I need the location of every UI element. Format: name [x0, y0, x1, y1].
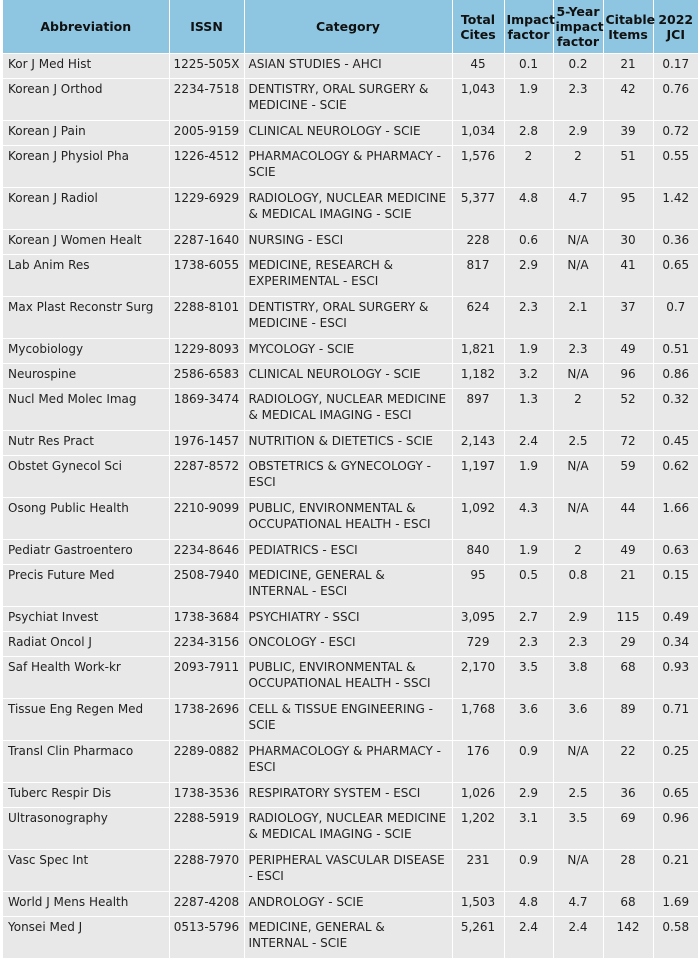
cell-category: OBSTETRICS & GYNECOLOGY - ESCI — [244, 456, 452, 498]
table-row — [3, 188, 698, 230]
cell-abbreviation: Yonsei Med J — [3, 917, 169, 959]
cell-impact-factor: 2.8 — [504, 121, 553, 146]
cell-jci: 0.96 — [653, 808, 698, 850]
cell-five-year-impact-factor: N/A — [553, 364, 603, 389]
cell-jci: 0.71 — [653, 699, 698, 741]
journal-table-container — [3, 0, 698, 959]
cell-impact-factor: 2.3 — [504, 297, 553, 339]
cell-impact-factor: 1.9 — [504, 456, 553, 498]
table-row — [3, 54, 698, 79]
cell-citable-items: 29 — [603, 632, 653, 657]
cell-citable-items: 28 — [603, 850, 653, 892]
cell-issn: 1225-505X — [169, 54, 244, 79]
cell-citable-items: 49 — [603, 339, 653, 364]
cell-five-year-impact-factor: 3.8 — [553, 657, 603, 699]
cell-impact-factor: 4.8 — [504, 188, 553, 230]
cell-jci: 0.49 — [653, 607, 698, 632]
cell-total-cites: 1,821 — [452, 339, 504, 364]
cell-abbreviation: Saf Health Work-kr — [3, 657, 169, 699]
cell-issn: 2289-0882 — [169, 741, 244, 783]
cell-abbreviation: Osong Public Health — [3, 498, 169, 540]
cell-total-cites: 45 — [452, 54, 504, 79]
cell-issn: 2234-3156 — [169, 632, 244, 657]
header-citable-items: Citable Items — [603, 0, 653, 54]
cell-citable-items: 96 — [603, 364, 653, 389]
header-abbreviation: Abbreviation — [3, 0, 169, 54]
cell-issn: 2210-9099 — [169, 498, 244, 540]
cell-impact-factor: 2.9 — [504, 783, 553, 808]
table-row — [3, 699, 698, 741]
cell-impact-factor: 4.8 — [504, 892, 553, 917]
table-row — [3, 917, 698, 959]
cell-total-cites: 1,503 — [452, 892, 504, 917]
cell-abbreviation: World J Mens Health — [3, 892, 169, 917]
cell-category: NURSING - ESCI — [244, 230, 452, 255]
cell-impact-factor: 2.3 — [504, 632, 553, 657]
cell-category: RADIOLOGY, NUCLEAR MEDICINE & MEDICAL IMAGING - SCIE — [244, 188, 452, 230]
cell-five-year-impact-factor: N/A — [553, 850, 603, 892]
cell-issn: 2234-7518 — [169, 79, 244, 121]
cell-category: CELL & TISSUE ENGINEERING - SCIE — [244, 699, 452, 741]
cell-total-cites: 176 — [452, 741, 504, 783]
cell-five-year-impact-factor: 2.9 — [553, 607, 603, 632]
cell-citable-items: 89 — [603, 699, 653, 741]
cell-total-cites: 95 — [452, 565, 504, 607]
cell-abbreviation: Transl Clin Pharmaco — [3, 741, 169, 783]
header-issn: ISSN — [169, 0, 244, 54]
cell-category: RADIOLOGY, NUCLEAR MEDICINE & MEDICAL IMAGING - ESCI — [244, 389, 452, 431]
cell-jci: 0.17 — [653, 54, 698, 79]
cell-citable-items: 51 — [603, 146, 653, 188]
cell-five-year-impact-factor: 4.7 — [553, 188, 603, 230]
cell-issn: 1976-1457 — [169, 431, 244, 456]
journal-metrics-table — [3, 0, 698, 959]
cell-citable-items: 115 — [603, 607, 653, 632]
cell-five-year-impact-factor: 2.5 — [553, 431, 603, 456]
cell-category: MEDICINE, GENERAL & INTERNAL - SCIE — [244, 917, 452, 959]
cell-jci: 0.34 — [653, 632, 698, 657]
cell-abbreviation: Ultrasonography — [3, 808, 169, 850]
cell-five-year-impact-factor: 2 — [553, 146, 603, 188]
cell-five-year-impact-factor: 3.6 — [553, 699, 603, 741]
cell-citable-items: 37 — [603, 297, 653, 339]
table-body — [3, 54, 698, 959]
cell-total-cites: 5,377 — [452, 188, 504, 230]
cell-abbreviation: Korean J Radiol — [3, 188, 169, 230]
cell-citable-items: 21 — [603, 54, 653, 79]
cell-impact-factor: 3.6 — [504, 699, 553, 741]
cell-five-year-impact-factor: N/A — [553, 741, 603, 783]
cell-impact-factor: 0.5 — [504, 565, 553, 607]
cell-impact-factor: 1.3 — [504, 389, 553, 431]
cell-category: MYCOLOGY - SCIE — [244, 339, 452, 364]
table-row — [3, 339, 698, 364]
cell-total-cites: 5,261 — [452, 917, 504, 959]
cell-five-year-impact-factor: 2.4 — [553, 917, 603, 959]
cell-total-cites: 2,143 — [452, 431, 504, 456]
table-row — [3, 297, 698, 339]
cell-total-cites: 729 — [452, 632, 504, 657]
cell-impact-factor: 4.3 — [504, 498, 553, 540]
cell-issn: 2287-1640 — [169, 230, 244, 255]
cell-total-cites: 624 — [452, 297, 504, 339]
cell-total-cites: 231 — [452, 850, 504, 892]
cell-abbreviation: Radiat Oncol J — [3, 632, 169, 657]
cell-category: PERIPHERAL VASCULAR DISEASE - ESCI — [244, 850, 452, 892]
cell-jci: 0.51 — [653, 339, 698, 364]
cell-impact-factor: 1.9 — [504, 339, 553, 364]
cell-category: MEDICINE, RESEARCH & EXPERIMENTAL - ESCI — [244, 255, 452, 297]
table-row — [3, 255, 698, 297]
cell-jci: 0.62 — [653, 456, 698, 498]
cell-category: NUTRITION & DIETETICS - SCIE — [244, 431, 452, 456]
cell-issn: 2234-8646 — [169, 540, 244, 565]
table-row — [3, 808, 698, 850]
table-row — [3, 741, 698, 783]
cell-category: PHARMACOLOGY & PHARMACY - ESCI — [244, 741, 452, 783]
cell-issn: 2288-8101 — [169, 297, 244, 339]
header-total-cites: Total Cites — [452, 0, 504, 54]
table-row — [3, 456, 698, 498]
cell-jci: 0.32 — [653, 389, 698, 431]
cell-total-cites: 1,026 — [452, 783, 504, 808]
cell-impact-factor: 3.2 — [504, 364, 553, 389]
cell-citable-items: 68 — [603, 657, 653, 699]
cell-total-cites: 2,170 — [452, 657, 504, 699]
cell-impact-factor: 0.9 — [504, 741, 553, 783]
cell-five-year-impact-factor: 2.9 — [553, 121, 603, 146]
cell-total-cites: 897 — [452, 389, 504, 431]
header-row — [3, 0, 698, 54]
cell-total-cites: 1,034 — [452, 121, 504, 146]
cell-citable-items: 49 — [603, 540, 653, 565]
cell-citable-items: 41 — [603, 255, 653, 297]
cell-issn: 1229-6929 — [169, 188, 244, 230]
cell-citable-items: 39 — [603, 121, 653, 146]
cell-total-cites: 1,182 — [452, 364, 504, 389]
cell-issn: 2005-9159 — [169, 121, 244, 146]
table-row — [3, 783, 698, 808]
cell-citable-items: 52 — [603, 389, 653, 431]
cell-citable-items: 72 — [603, 431, 653, 456]
cell-five-year-impact-factor: 2.3 — [553, 79, 603, 121]
cell-total-cites: 228 — [452, 230, 504, 255]
table-row — [3, 498, 698, 540]
cell-five-year-impact-factor: N/A — [553, 498, 603, 540]
cell-five-year-impact-factor: 2.1 — [553, 297, 603, 339]
cell-impact-factor: 2.7 — [504, 607, 553, 632]
cell-abbreviation: Korean J Women Healt — [3, 230, 169, 255]
cell-jci: 0.15 — [653, 565, 698, 607]
cell-category: MEDICINE, GENERAL & INTERNAL - ESCI — [244, 565, 452, 607]
cell-citable-items: 68 — [603, 892, 653, 917]
cell-five-year-impact-factor: 0.8 — [553, 565, 603, 607]
cell-five-year-impact-factor: 2 — [553, 540, 603, 565]
table-row — [3, 632, 698, 657]
cell-category: PUBLIC, ENVIRONMENTAL & OCCUPATIONAL HEALTH - ESCI — [244, 498, 452, 540]
cell-total-cites: 1,768 — [452, 699, 504, 741]
cell-issn: 2093-7911 — [169, 657, 244, 699]
cell-category: PUBLIC, ENVIRONMENTAL & OCCUPATIONAL HEALTH - SSCI — [244, 657, 452, 699]
cell-impact-factor: 2.4 — [504, 917, 553, 959]
cell-five-year-impact-factor: 4.7 — [553, 892, 603, 917]
cell-jci: 0.63 — [653, 540, 698, 565]
cell-five-year-impact-factor: 2.5 — [553, 783, 603, 808]
cell-category: PEDIATRICS - ESCI — [244, 540, 452, 565]
cell-impact-factor: 3.5 — [504, 657, 553, 699]
cell-issn: 1738-6055 — [169, 255, 244, 297]
cell-citable-items: 142 — [603, 917, 653, 959]
cell-abbreviation: Kor J Med Hist — [3, 54, 169, 79]
table-row — [3, 892, 698, 917]
cell-issn: 2586-6583 — [169, 364, 244, 389]
table-row — [3, 850, 698, 892]
cell-issn: 2288-7970 — [169, 850, 244, 892]
cell-five-year-impact-factor: 3.5 — [553, 808, 603, 850]
cell-citable-items: 69 — [603, 808, 653, 850]
cell-abbreviation: Nutr Res Pract — [3, 431, 169, 456]
cell-abbreviation: Korean J Orthod — [3, 79, 169, 121]
cell-citable-items: 30 — [603, 230, 653, 255]
cell-citable-items: 36 — [603, 783, 653, 808]
cell-five-year-impact-factor: 2.3 — [553, 339, 603, 364]
cell-impact-factor: 0.9 — [504, 850, 553, 892]
cell-abbreviation: Max Plast Reconstr Surg — [3, 297, 169, 339]
cell-category: DENTISTRY, ORAL SURGERY & MEDICINE - SCIE — [244, 79, 452, 121]
header-category: Category — [244, 0, 452, 54]
cell-issn: 2288-5919 — [169, 808, 244, 850]
table-row — [3, 230, 698, 255]
cell-impact-factor: 3.1 — [504, 808, 553, 850]
cell-jci: 0.65 — [653, 783, 698, 808]
cell-impact-factor: 0.6 — [504, 230, 553, 255]
cell-five-year-impact-factor: N/A — [553, 230, 603, 255]
cell-total-cites: 1,092 — [452, 498, 504, 540]
cell-abbreviation: Nucl Med Molec Imag — [3, 389, 169, 431]
cell-jci: 0.93 — [653, 657, 698, 699]
header-impact-factor: Impact factor — [504, 0, 553, 54]
cell-total-cites: 3,095 — [452, 607, 504, 632]
table-row — [3, 565, 698, 607]
cell-issn: 1738-3536 — [169, 783, 244, 808]
cell-total-cites: 1,576 — [452, 146, 504, 188]
cell-jci: 0.55 — [653, 146, 698, 188]
table-row — [3, 79, 698, 121]
cell-total-cites: 817 — [452, 255, 504, 297]
cell-abbreviation: Obstet Gynecol Sci — [3, 456, 169, 498]
cell-category: PSYCHIATRY - SSCI — [244, 607, 452, 632]
cell-jci: 0.86 — [653, 364, 698, 389]
cell-abbreviation: Korean J Physiol Pha — [3, 146, 169, 188]
table-row — [3, 146, 698, 188]
cell-issn: 2287-4208 — [169, 892, 244, 917]
table-row — [3, 540, 698, 565]
cell-jci: 0.72 — [653, 121, 698, 146]
cell-jci: 0.58 — [653, 917, 698, 959]
cell-category: RESPIRATORY SYSTEM - ESCI — [244, 783, 452, 808]
cell-jci: 0.76 — [653, 79, 698, 121]
table-header — [3, 0, 698, 54]
cell-abbreviation: Precis Future Med — [3, 565, 169, 607]
cell-total-cites: 840 — [452, 540, 504, 565]
cell-issn: 2508-7940 — [169, 565, 244, 607]
cell-total-cites: 1,043 — [452, 79, 504, 121]
cell-category: CLINICAL NEUROLOGY - SCIE — [244, 121, 452, 146]
cell-category: ONCOLOGY - ESCI — [244, 632, 452, 657]
cell-impact-factor: 1.9 — [504, 79, 553, 121]
cell-category: ASIAN STUDIES - AHCI — [244, 54, 452, 79]
cell-total-cites: 1,197 — [452, 456, 504, 498]
cell-category: RADIOLOGY, NUCLEAR MEDICINE & MEDICAL IMAGING - SCIE — [244, 808, 452, 850]
cell-total-cites: 1,202 — [452, 808, 504, 850]
cell-jci: 0.21 — [653, 850, 698, 892]
table-row — [3, 364, 698, 389]
cell-category: CLINICAL NEUROLOGY - SCIE — [244, 364, 452, 389]
cell-five-year-impact-factor: 0.2 — [553, 54, 603, 79]
cell-issn: 0513-5796 — [169, 917, 244, 959]
cell-abbreviation: Psychiat Invest — [3, 607, 169, 632]
cell-jci: 0.45 — [653, 431, 698, 456]
cell-citable-items: 21 — [603, 565, 653, 607]
cell-jci: 0.65 — [653, 255, 698, 297]
cell-abbreviation: Tuberc Respir Dis — [3, 783, 169, 808]
cell-jci: 0.36 — [653, 230, 698, 255]
cell-citable-items: 95 — [603, 188, 653, 230]
cell-impact-factor: 2.4 — [504, 431, 553, 456]
cell-impact-factor: 2 — [504, 146, 553, 188]
cell-abbreviation: Vasc Spec Int — [3, 850, 169, 892]
cell-category: DENTISTRY, ORAL SURGERY & MEDICINE - ESCI — [244, 297, 452, 339]
table-row — [3, 431, 698, 456]
cell-abbreviation: Neurospine — [3, 364, 169, 389]
cell-citable-items: 42 — [603, 79, 653, 121]
table-row — [3, 121, 698, 146]
cell-jci: 1.42 — [653, 188, 698, 230]
cell-jci: 0.7 — [653, 297, 698, 339]
header-jci: 2022 JCI — [653, 0, 698, 54]
cell-impact-factor: 1.9 — [504, 540, 553, 565]
cell-jci: 1.66 — [653, 498, 698, 540]
cell-category: ANDROLOGY - SCIE — [244, 892, 452, 917]
cell-issn: 1738-2696 — [169, 699, 244, 741]
cell-impact-factor: 2.9 — [504, 255, 553, 297]
table-row — [3, 389, 698, 431]
cell-issn: 1869-3474 — [169, 389, 244, 431]
cell-five-year-impact-factor: 2.3 — [553, 632, 603, 657]
cell-category: PHARMACOLOGY & PHARMACY - SCIE — [244, 146, 452, 188]
table-row — [3, 607, 698, 632]
cell-citable-items: 22 — [603, 741, 653, 783]
cell-jci: 0.25 — [653, 741, 698, 783]
header-five-year-impact-factor: 5-Year impact factor — [553, 0, 603, 54]
cell-five-year-impact-factor: 2 — [553, 389, 603, 431]
cell-abbreviation: Korean J Pain — [3, 121, 169, 146]
cell-jci: 1.69 — [653, 892, 698, 917]
cell-issn: 1738-3684 — [169, 607, 244, 632]
cell-abbreviation: Mycobiology — [3, 339, 169, 364]
cell-issn: 1226-4512 — [169, 146, 244, 188]
cell-citable-items: 59 — [603, 456, 653, 498]
cell-issn: 1229-8093 — [169, 339, 244, 364]
cell-citable-items: 44 — [603, 498, 653, 540]
cell-five-year-impact-factor: N/A — [553, 456, 603, 498]
cell-abbreviation: Lab Anim Res — [3, 255, 169, 297]
cell-abbreviation: Tissue Eng Regen Med — [3, 699, 169, 741]
cell-abbreviation: Pediatr Gastroentero — [3, 540, 169, 565]
cell-five-year-impact-factor: N/A — [553, 255, 603, 297]
cell-issn: 2287-8572 — [169, 456, 244, 498]
table-row — [3, 657, 698, 699]
cell-impact-factor: 0.1 — [504, 54, 553, 79]
